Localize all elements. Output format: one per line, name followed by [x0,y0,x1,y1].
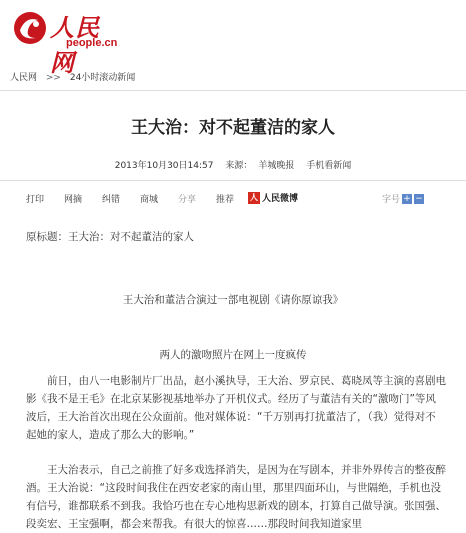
excerpt-button[interactable]: 网摘 [64,195,83,205]
article-title: 王大治：对不起董洁的家人 [131,118,335,138]
photo-caption: 王大治和董洁合演过一部电视剧《请你原谅我》 [122,294,344,306]
source-link[interactable]: 羊城晚报 [258,161,295,171]
source-label: 来源： [225,161,253,171]
logo-text-cn: 人民网 [50,13,100,77]
correct-button[interactable]: 纠错 [102,195,121,205]
original-title: 原标题：王大治：对不起董洁的家人 [26,231,194,243]
logo-text-domain: people.cn [66,37,118,49]
article-meta [0,158,466,171]
breadcrumb-separator: >> [45,73,61,83]
weibo-label: 人民微博 [262,194,299,204]
publish-datetime: 2013年10月30日14:57 [114,161,214,171]
recommend-button[interactable]: 推荐 [216,195,235,205]
article-paragraph: 前日，由八一电影制片厂出品，赵小溪执导，王大治、罗京民、葛晓凤等主演的喜剧电影《我不是王毛》在北京某影视基地举办了开机仪式。经历了与董洁有关的“激吻门”等风波后，王大治首次出现在公众面前。他对媒体说：“千万别再打扰董洁了，（我）觉得对不起她的家人，造成了那么大的影响。” [26,375,446,441]
print-button[interactable]: 打印 [26,195,45,205]
font-size-label: 字号 [382,195,401,205]
font-increase-button[interactable]: + [403,193,411,204]
font-decrease-button[interactable]: − [415,193,423,204]
source-group [222,161,297,171]
divider [0,180,466,181]
font-size-control [382,192,424,205]
photo-caption: 两人的激吻照片在网上一度疯传 [159,349,307,361]
breadcrumb-home-link[interactable]: 人民网 [10,73,38,83]
breadcrumb [10,70,141,83]
people-logo-icon [12,10,48,46]
site-header [0,0,466,77]
weibo-icon: 人 [250,193,258,202]
breadcrumb-section-link[interactable]: 24小时滚动新闻 [69,73,136,83]
share-button[interactable]: 分享 [178,195,197,205]
site-logo[interactable] [12,8,122,77]
mall-link[interactable]: 商城 [140,195,159,205]
divider [0,90,466,91]
weibo-button[interactable] [248,191,298,204]
article-toolbar [26,192,446,206]
article-paragraph: 王大治表示，自己之前推了好多戏选择消失，是因为在写剧本，并非外界传言的整夜醉酒。王大治说：“这段时间我住在西安老家的南山里，那里四面环山，与世隔绝，手机也没有信号，谁都联系不到我。我恰巧也在专心地构思新戏的剧本，打算自己做导演。张国强、段奕宏、王宝强啊，都会来帮我。有很大的惊喜……那段时间我知道家里 [26,464,446,530]
mobile-news-link[interactable]: 手机看新闻 [306,161,352,171]
